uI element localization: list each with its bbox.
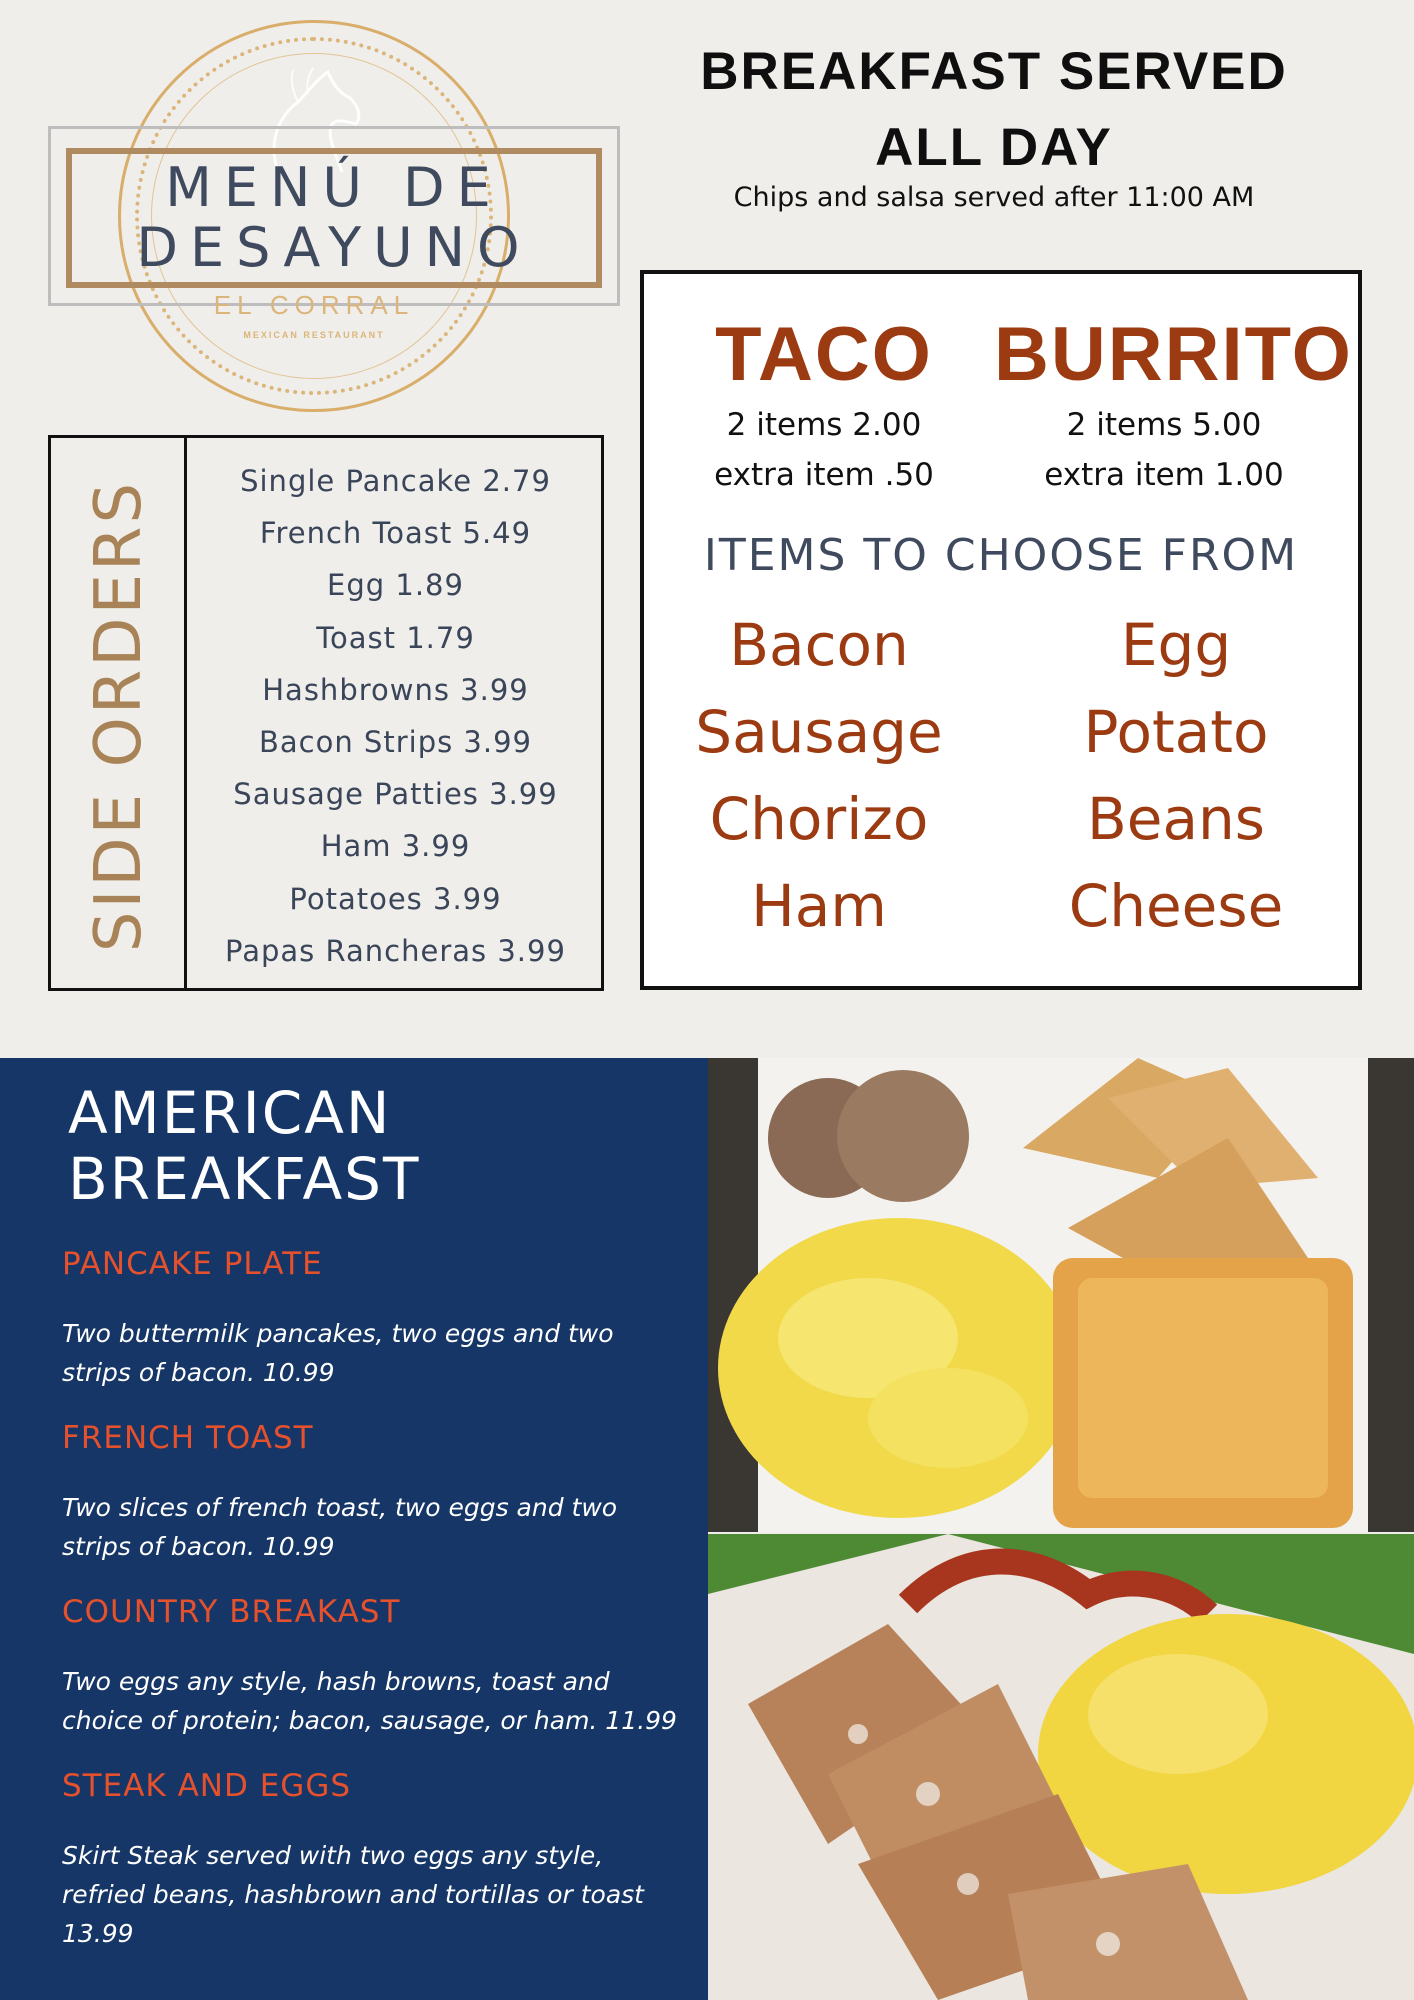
- side-order-item: Potatoes 3.99: [289, 881, 502, 916]
- choice-item: Potato: [1083, 698, 1269, 766]
- brand-name: EL CORRAL: [213, 290, 415, 320]
- side-orders-label: SIDE ORDERS: [82, 479, 156, 953]
- page-title-line1: BREAKFAST SERVED: [700, 42, 1288, 101]
- side-order-item: Bacon Strips 3.99: [258, 724, 532, 759]
- taco-section: [674, 310, 974, 500]
- page-title: [660, 34, 1328, 186]
- side-order-item: Hashbrowns 3.99: [262, 672, 529, 707]
- choices-heading: ITEMS TO CHOOSE FROM: [703, 530, 1299, 581]
- menu-title-line1: MENÚ DE: [165, 155, 503, 219]
- taco-price: 2 items 2.00: [726, 407, 922, 443]
- american-breakfast-heading-line1: AMERICAN: [68, 1079, 392, 1147]
- choice-item: Bacon: [729, 611, 909, 679]
- american-breakfast-heading-line2: BREAKFAST: [68, 1145, 421, 1213]
- burrito-extra-price: extra item 1.00: [1044, 457, 1284, 493]
- french-toast-illustration: [708, 1534, 1414, 2000]
- breakfast-item-description: Skirt Steak served with two eggs any style, refried beans, hashbrown and tortillas or toast 13.99: [62, 1841, 644, 1948]
- taco-heading: TACO: [715, 312, 933, 397]
- side-orders-list: [190, 460, 601, 982]
- side-order-item: French Toast 5.49: [259, 516, 532, 551]
- side-order-item: Papas Rancheras 3.99: [225, 933, 566, 968]
- choice-item: Chorizo: [709, 785, 929, 853]
- breakfast-item-name: PANCAKE PLATE: [62, 1246, 323, 1282]
- breakfast-item-description: Two buttermilk pancakes, two eggs and two strips of bacon. 10.99: [62, 1319, 614, 1387]
- choices-grid: [644, 602, 1358, 950]
- breakfast-item-pancake-plate: [62, 1244, 682, 1392]
- breakfast-plate-illustration: [708, 1058, 1414, 1532]
- breakfast-plate-photo: [708, 1058, 1414, 1532]
- page-title-line2: ALL DAY: [875, 118, 1113, 177]
- brand-tagline: MEXICAN RESTAURANT: [243, 330, 385, 340]
- choice-item: Egg: [1120, 611, 1232, 679]
- burrito-section: [994, 310, 1353, 500]
- choice-item: Beans: [1087, 785, 1265, 853]
- choice-item: Sausage: [695, 698, 943, 766]
- side-orders-box: [48, 435, 604, 991]
- side-order-item: Sausage Patties 3.99: [233, 777, 558, 812]
- choice-item: Ham: [751, 872, 887, 940]
- american-breakfast-panel: [0, 1058, 708, 2000]
- taco-extra-price: extra item .50: [714, 457, 934, 493]
- breakfast-item-steak-and-eggs: [62, 1766, 682, 1953]
- side-order-item: Ham 3.99: [320, 829, 471, 864]
- breakfast-item-country-breakfast: [62, 1592, 682, 1740]
- page-subtitle: Chips and salsa served after 11:00 AM: [733, 182, 1255, 213]
- breakfast-item-description: Two eggs any style, hash browns, toast and choice of protein; bacon, sausage, or ham. 11.99: [62, 1667, 677, 1735]
- side-order-item: Single Pancake 2.79: [240, 464, 551, 498]
- menu-title-line2: DESAYUNO: [136, 216, 532, 279]
- side-order-item: Egg 1.89: [327, 568, 464, 603]
- american-breakfast-heading: [68, 1080, 668, 1212]
- side-orders-label-column: [51, 438, 187, 988]
- breakfast-item-name: FRENCH TOAST: [62, 1420, 314, 1456]
- burrito-heading: BURRITO: [994, 312, 1353, 397]
- burrito-price: 2 items 5.00: [1066, 407, 1262, 443]
- taco-burrito-panel: [640, 270, 1362, 990]
- menu-title: [66, 148, 602, 288]
- breakfast-item-french-toast: [62, 1418, 682, 1566]
- side-order-item: Toast 1.79: [316, 620, 475, 655]
- french-toast-plate-photo: [708, 1534, 1414, 2000]
- breakfast-item-name: COUNTRY BREAKAST: [62, 1594, 401, 1630]
- choice-item: Cheese: [1068, 872, 1284, 940]
- breakfast-item-description: Two slices of french toast, two eggs and two strips of bacon. 10.99: [62, 1493, 618, 1561]
- breakfast-item-name: STEAK AND EGGS: [62, 1768, 352, 1804]
